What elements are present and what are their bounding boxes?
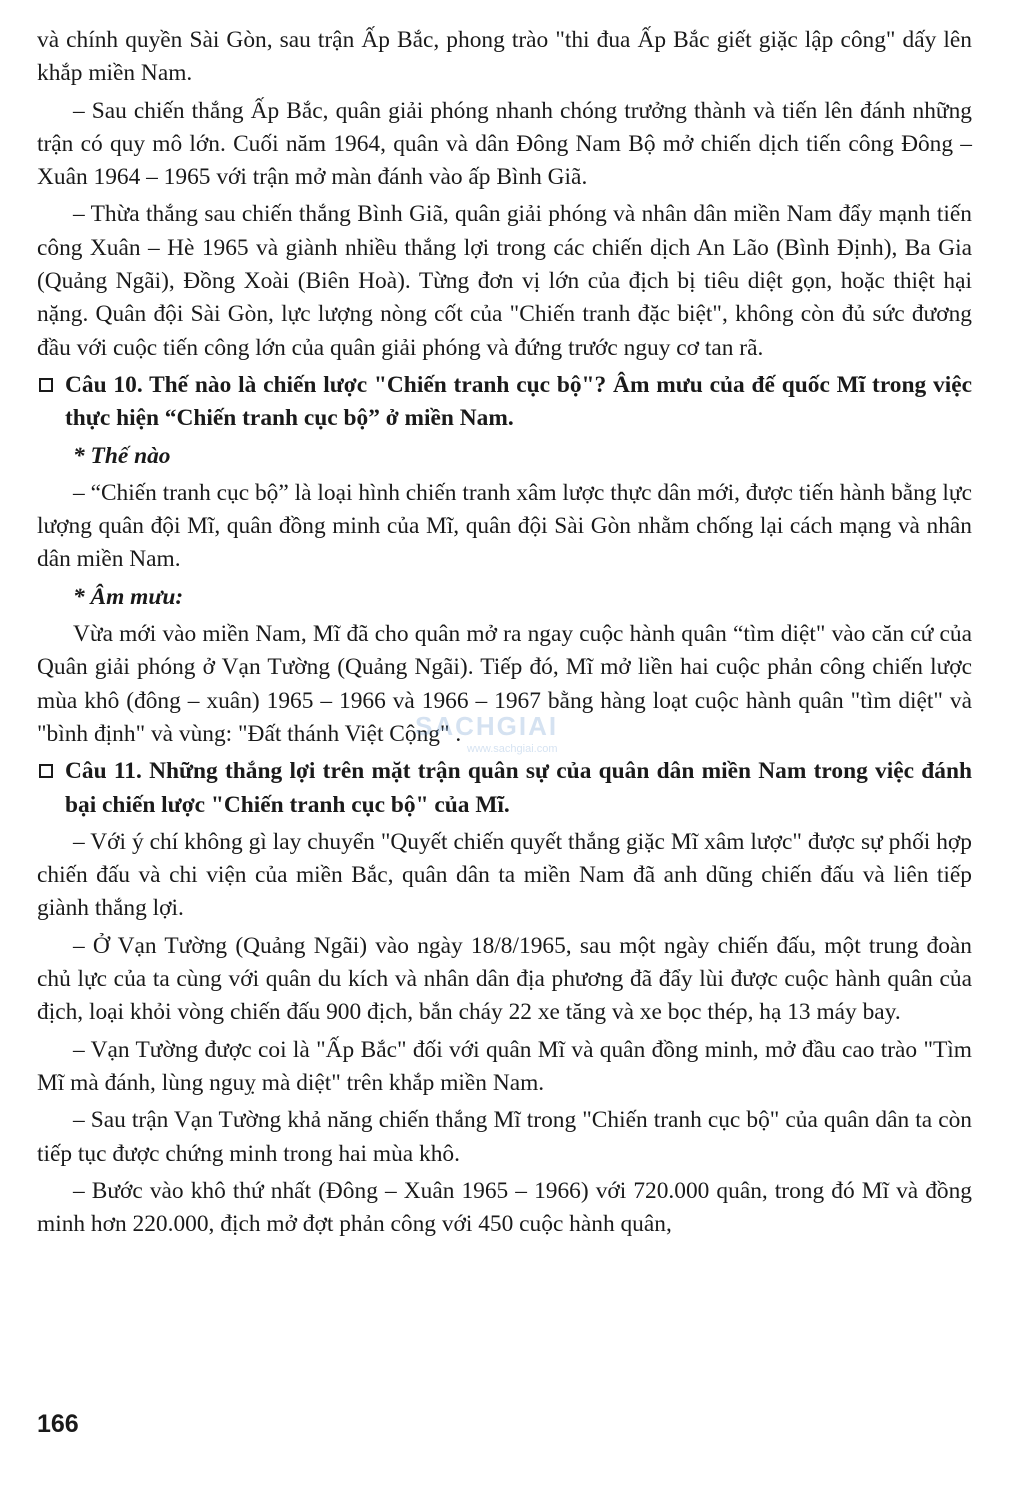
watermark-url: www.sachgiai.com: [467, 743, 558, 755]
paragraph: – Sau chiến thắng Ấp Bắc, quân giải phóng nhanh chóng trưởng thành và tiến lên đánh những trận có quy mô lớn. Cuối năm 1964, quân và dân Đông Nam Bộ mở chiến dịch tiến công Đông – Xuân 1964 – 1965 với trận mở màn đánh vào ấp Bình Giã.: [37, 97, 972, 191]
checkbox-icon: [39, 764, 53, 778]
paragraph: – Với ý chí không gì lay chuyển "Quyết chiến quyết thắng giặc Mĩ xâm lược" được sự phối hợp chiến đấu và chi viện của miền Bắc, quân dân ta miền Nam đã anh dũng chiến đấu và liên tiếp giành thắng lợi.: [37, 828, 972, 922]
paragraph: – Thừa thắng sau chiến thắng Bình Giã, quân giải phóng và nhân dân miền Nam đẩy mạnh tiến công Xuân – Hè 1965 và giành nhiều thắng lợi trong các chiến dịch An Lão (Bình Định), Ba Gia (Quảng Ngãi), Đồng Xoài (Biên Hoà). Từng đơn vị lớn của địch bị tiêu diệt gọn, hoặc thiệt hại nặng. Quân đội Sài Gòn, lực lượng nòng cốt của "Chiến tranh đặc biệt", không còn đủ sức đương đầu với cuộc tiến công lớn của quân giải phóng và đứng trước nguy cơ tan rã.: [37, 201, 972, 361]
paragraph: – Bước vào khô thứ nhất (Đông – Xuân 1965 – 1966) với 720.000 quân, trong đó Mĩ và đồng minh hơn 220.000, địch mở đợt phản công với 450 cuộc hành quân,: [37, 1177, 972, 1238]
paragraph: – Vạn Tường được coi là "Ấp Bắc" đối với quân Mĩ và quân đồng minh, mở đầu cao trào "Tìm Mĩ mà đánh, lùng nguỵ mà diệt" trên khắp miền Nam.: [37, 1036, 972, 1096]
paragraph: và chính quyền Sài Gòn, sau trận Ấp Bắc, phong trào "thi đua Ấp Bắc giết giặc lập công" dấy lên khắp miền Nam.: [37, 27, 972, 87]
paragraph: Vừa mới vào miền Nam, Mĩ đã cho quân mở ra ngay cuộc hành quân “tìm diệt" vào căn cứ của Quân giải phóng ở Vạn Tường (Quảng Ngãi). Tiếp đó, Mĩ mở liền hai cuộc phản công chiến lược mùa khô (đông – xuân) 1965 – 1966 và 1966 – 1967 bằng hàng loạt cuộc hành quân "tìm diệt" và "bình định" và vùng: "Đất thánh Việt Cộng" .: [37, 621, 972, 747]
paragraph: – Ở Vạn Tường (Quảng Ngãi) vào ngày 18/8/1965, sau một ngày chiến đấu, một trung đoàn chủ lực của ta cùng với quân du kích và nhân dân địa phương đã đẩy lùi được cuộc hành quân của địch, loại khỏi vòng chiến đấu 900 địch, bắn cháy 22 xe tăng và xe bọc thép, hạ 13 máy bay.: [37, 932, 972, 1026]
question-10-heading: [37, 369, 972, 436]
checkbox-icon: [39, 378, 53, 392]
question-text: Câu 10. Thế nào là chiến lược "Chiến tranh cục bộ"? Âm mưu của đế quốc Mĩ trong việc thực hiện “Chiến tranh cục bộ” ở miền Nam.: [65, 371, 972, 432]
page-content: [37, 24, 972, 1245]
subheading: * Thế nào: [73, 442, 171, 469]
question-text: Câu 11. Những thắng lợi trên mặt trận quân sự của quân dân miền Nam trong việc đánh bại chiến lược "Chiến tranh cục bộ" của Mĩ.: [65, 758, 972, 818]
watermark-text: SACHGIAI: [415, 711, 559, 741]
paragraph: – “Chiến tranh cục bộ” là loại hình chiến tranh xâm lược thực dân mới, được tiến hành bằng lực lượng quân đội Mĩ, quân đồng minh của Mĩ, quân đội Sài Gòn nhằm chống lại cách mạng và nhân dân miền Nam.: [37, 479, 972, 573]
page-number: 166: [37, 1410, 79, 1438]
question-11-heading: [37, 755, 972, 822]
paragraph: – Sau trận Vạn Tường khả năng chiến thắng Mĩ trong "Chiến tranh cục bộ" của quân dân ta còn tiếp tục được chứng minh trong hai mùa khô.: [37, 1107, 972, 1167]
subheading: * Âm mưu:: [73, 583, 184, 610]
